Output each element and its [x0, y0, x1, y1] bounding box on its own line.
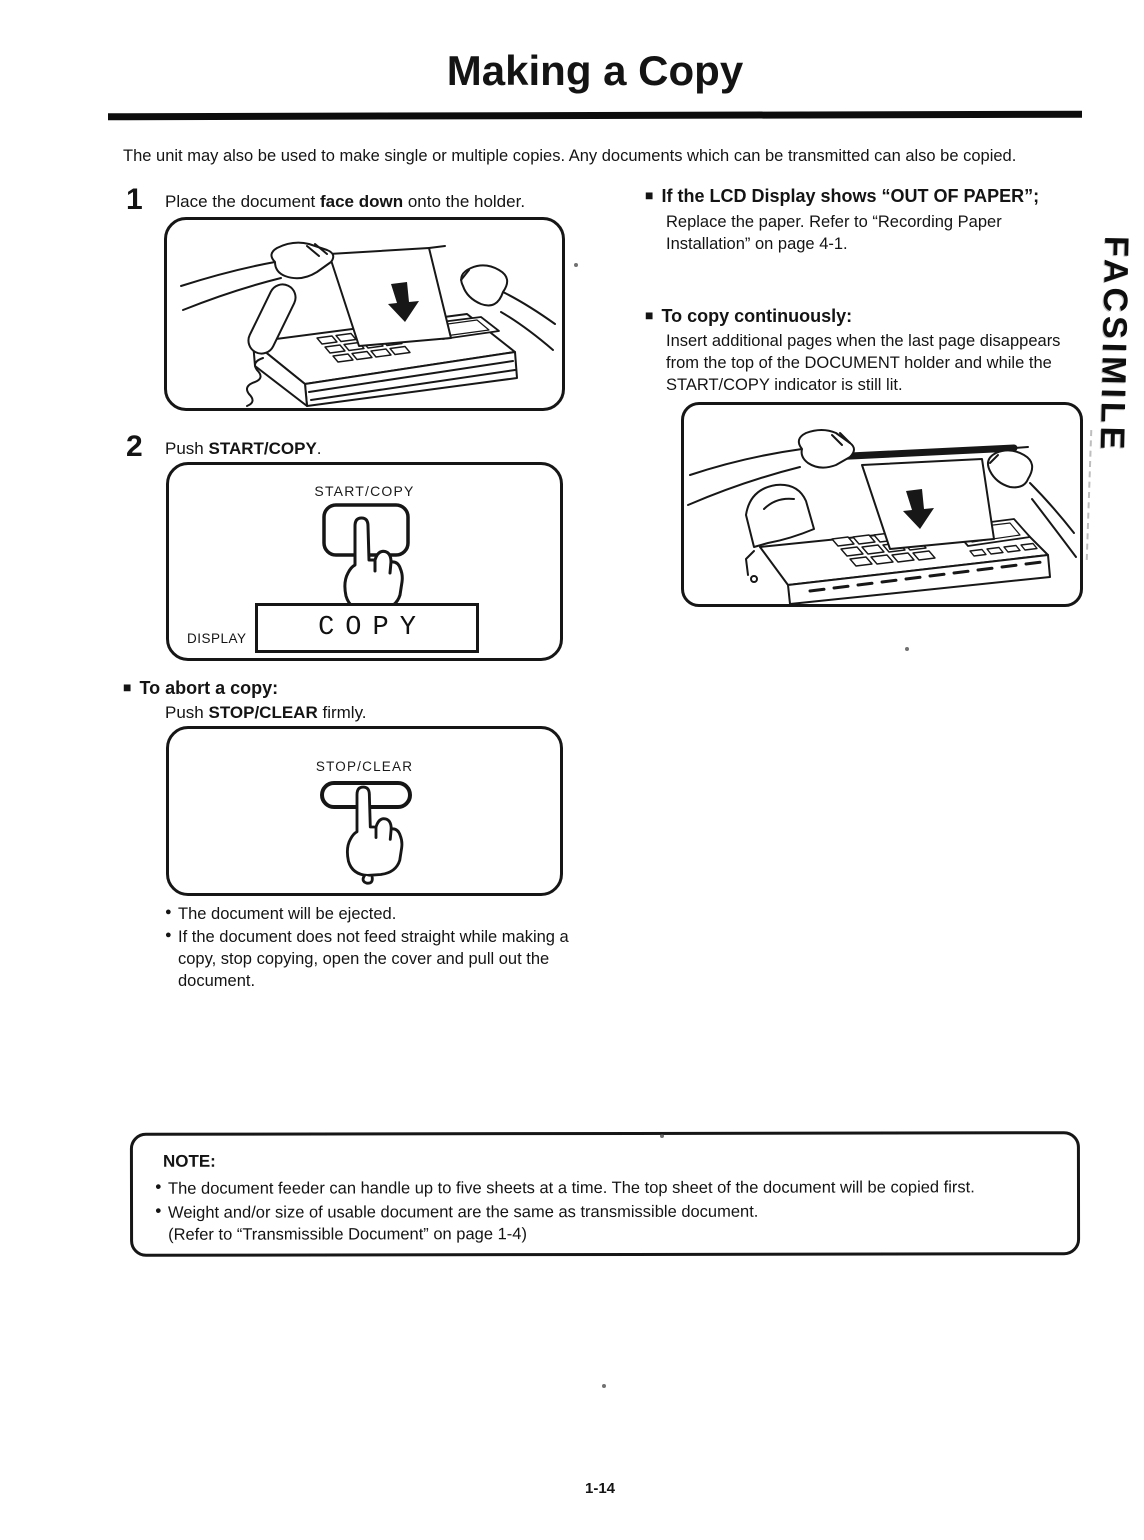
scan-noise — [1086, 430, 1093, 560]
step-2-text-bold: START/COPY — [208, 439, 317, 458]
start-copy-button-label: START/COPY — [314, 483, 415, 499]
fax-insert-additional-pages-illustration — [681, 402, 1083, 607]
facsimile-side-tab: FACSIMILE — [1092, 235, 1136, 454]
note-bullet-2-text: Weight and/or size of usable document are the same as transmissible document. — [168, 1202, 759, 1222]
title-rule — [108, 111, 1082, 121]
fax-machine-drawing — [684, 405, 1080, 604]
page-number: 1-14 — [584, 1480, 616, 1497]
step-2-text-part: . — [316, 439, 322, 458]
bullet-icon: ● — [165, 906, 172, 918]
step-1-text — [165, 192, 585, 212]
abort-heading-text: To abort a copy: — [139, 678, 279, 698]
stop-clear-press-illustration — [166, 726, 563, 896]
page-title: Making a Copy — [446, 47, 744, 94]
note-heading: NOTE: — [162, 1151, 216, 1171]
intro-text: The unit may also be used to make single or multiple copies. Any documents which can be transmitted can also be copied. — [123, 147, 1017, 165]
document-dark-edge — [830, 448, 1014, 457]
abort-heading — [123, 678, 278, 699]
bullet-icon: ● — [165, 929, 172, 941]
note-refer-text: (Refer to “Transmissible Document” on page 1-4) — [168, 1225, 527, 1244]
stop-clear-button-label: STOP/CLEAR — [315, 759, 414, 774]
abort-bullet-1 — [165, 903, 598, 925]
note-box — [130, 1131, 1080, 1257]
square-bullet-icon: ■ — [123, 679, 132, 695]
display-caption: DISPLAY — [187, 631, 247, 646]
step-2-text-part: Push — [165, 439, 209, 458]
abort-instruction-part: Push — [165, 703, 209, 722]
step-2-number: 2 — [126, 430, 143, 463]
lcd-display — [255, 603, 479, 653]
step-1-text-bold: face down — [319, 192, 404, 211]
scan-speck — [574, 263, 578, 267]
abort-bullet-2-text: If the document does not feed straight while making a copy, stop copying, open the cover and pull out the document. — [178, 928, 569, 991]
stop-clear-button-drawing — [169, 729, 560, 893]
fax-machine-drawing — [167, 220, 562, 408]
lcd-heading — [645, 186, 1095, 207]
continuous-body-text: Insert additional pages when the last page disappears from the top of the DOCUMENT holder and while the START/COPY indicator is still lit. — [666, 332, 1061, 394]
step-2-text — [165, 439, 585, 459]
step-1-text-part: Place the document — [165, 192, 320, 211]
fax-insert-document-illustration — [164, 217, 565, 411]
left-hand — [181, 243, 333, 310]
abort-instruction — [165, 703, 585, 723]
bullet-icon: ● — [154, 1180, 162, 1193]
scan-speck — [602, 1384, 606, 1388]
step-1-number: 1 — [126, 183, 143, 216]
note-bullet-2 — [155, 1200, 1068, 1224]
lcd-heading-text: If the LCD Display shows “OUT OF PAPER”; — [661, 186, 1040, 206]
lcd-body-text: Replace the paper. Refer to “Recording Paper Installation” on page 4-1. — [666, 213, 1002, 253]
scan-speck — [660, 1134, 664, 1138]
square-bullet-icon: ■ — [645, 187, 654, 203]
abort-instruction-part: firmly. — [317, 703, 367, 722]
note-bullet-1 — [155, 1176, 1068, 1200]
abort-instruction-bold: STOP/CLEAR — [208, 703, 318, 722]
square-bullet-icon: ■ — [645, 307, 654, 323]
note-bullet-1-text: The document feeder can handle up to five sheets at a time. The top sheet of the document will be copied first. — [167, 1178, 975, 1198]
abort-bullet-1-text: The document will be ejected. — [178, 905, 397, 923]
continuous-heading — [645, 306, 1095, 327]
step-1-text-part: onto the holder. — [403, 192, 526, 211]
scan-speck — [905, 647, 909, 651]
start-copy-press-illustration — [166, 462, 563, 661]
lcd-display-text: COPY — [318, 613, 427, 643]
continuous-heading-text: To copy continuously: — [661, 306, 853, 326]
abort-bullet-2 — [165, 926, 590, 992]
bullet-icon: ● — [155, 1204, 162, 1217]
